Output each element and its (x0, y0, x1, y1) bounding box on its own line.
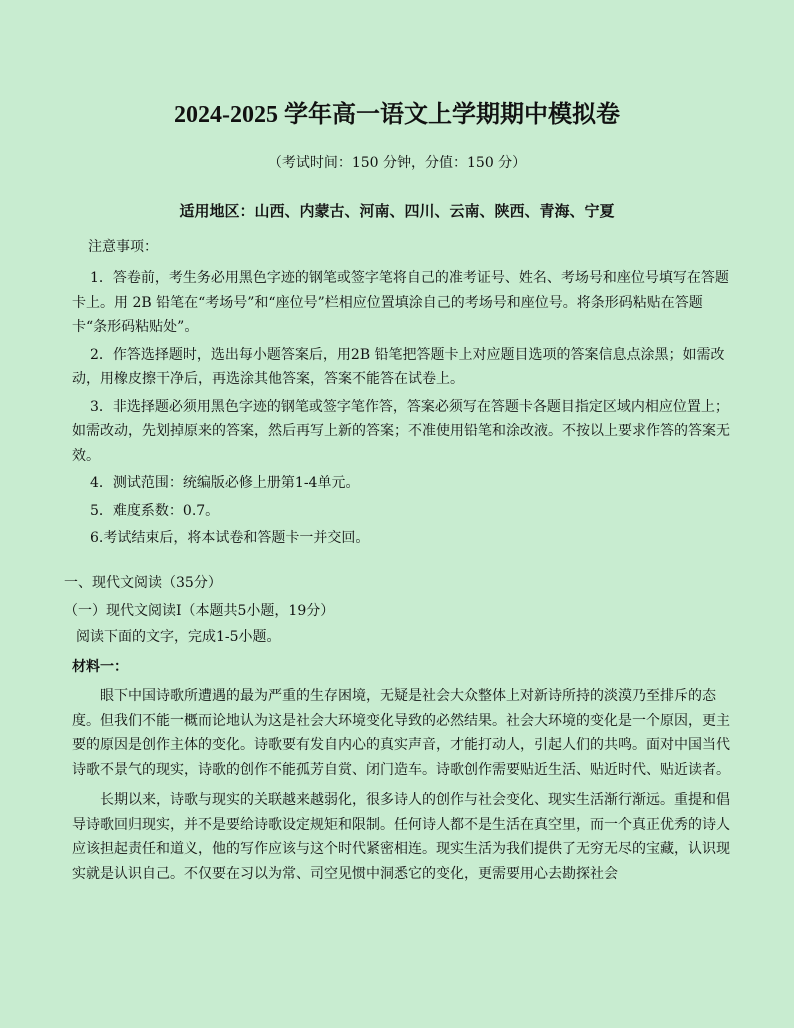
exam-duration-score: （考试时间：150 分钟，分值：150 分） (267, 155, 527, 171)
notes-heading: 注意事项： (88, 239, 158, 255)
note-item-4: 4．测试范围：统编版必修上册第1-4单元。 (90, 475, 360, 491)
material-paragraph-2: 长期以来，诗歌与现实的关联越来越弱化，很多诗人的创作与社会变化、现实生活渐行渐远。重提和倡导诗歌回归现实，并不是要给诗歌设定规矩和限制。任何诗人都不是生活在真空里，而一个真正优秀的诗人应该担起责任和道义，他的写作应该与这个时代紧密相连。现实生活为我们提供了无穷无尽的宝藏，认识现实就是认识自己。不仅要在习以为常、司空见惯中洞悉它的变化，更需要用心去勘探社会 (72, 792, 730, 882)
section-heading: 一、现代文阅读（35分） (64, 575, 222, 591)
note-item-5: 5．难度系数：0.7。 (90, 502, 220, 519)
material-paragraph-1: 眼下中国诗歌所遭遇的最为严重的生存困境，无疑是社会大众整体上对新诗所持的淡漠乃至排斥的态度。但我们不能一概而论地认为这是社会大环境变化导致的必然结果。社会大环境的变化是一个原因，更主要的原因是创作主体的变化。诗歌要有发自内心的真实声音，才能打动人，引起人们的共鸣。面对中国当代诗歌不景气的现实，诗歌的创作不能孤芳自赏、闭门造车。诗歌创作需要贴近生活、贴近时代、贴近读者。 (72, 688, 730, 778)
applicable-regions: 适用地区：山西、内蒙古、河南、四川、云南、陕西、青海、宁夏 (179, 202, 615, 220)
note-item-3: 3．非选择题必须用黑色字迹的钢笔或签字笔作答，答案必须写在答题卡各题目指定区域内相应位置上；如需改动，先划掉原来的答案，然后再写上新的答案；不准使用铅笔和涂改液。不按以上要求作答的答案无效。 (72, 398, 730, 464)
material-label: 材料一： (72, 659, 128, 675)
notes-list (72, 266, 732, 554)
note-item-1: 1．答卷前，考生务必用黑色字迹的钢笔或签字笔将自己的准考证号、姓名、考场号和座位号填写在答题卡上。用 2B 铅笔在“考场号”和“座位号”栏相应位置填涂自己的考场号和座位号。将条形码粘贴在答题卡“条形码粘贴处”。 (72, 270, 729, 335)
subsection-heading: （一）现代文阅读Ⅰ（本题共5小题，19分） (64, 603, 335, 619)
note-item-6: 6.考试结束后，将本试卷和答题卡一并交回。 (90, 530, 370, 546)
page-title: 2024-2025 学年高一语文上学期期中模拟卷 (174, 102, 620, 128)
material-text (72, 684, 732, 892)
reading-instruction: 阅读下面的文字，完成1-5小题。 (76, 629, 281, 645)
note-item-2: 2．作答选择题时，选出每小题答案后，用2B 铅笔把答题卡上对应题目选项的答案信息点涂黑；如需改动，用橡皮擦干净后，再选涂其他答案，答案不能答在试卷上。 (72, 346, 725, 387)
